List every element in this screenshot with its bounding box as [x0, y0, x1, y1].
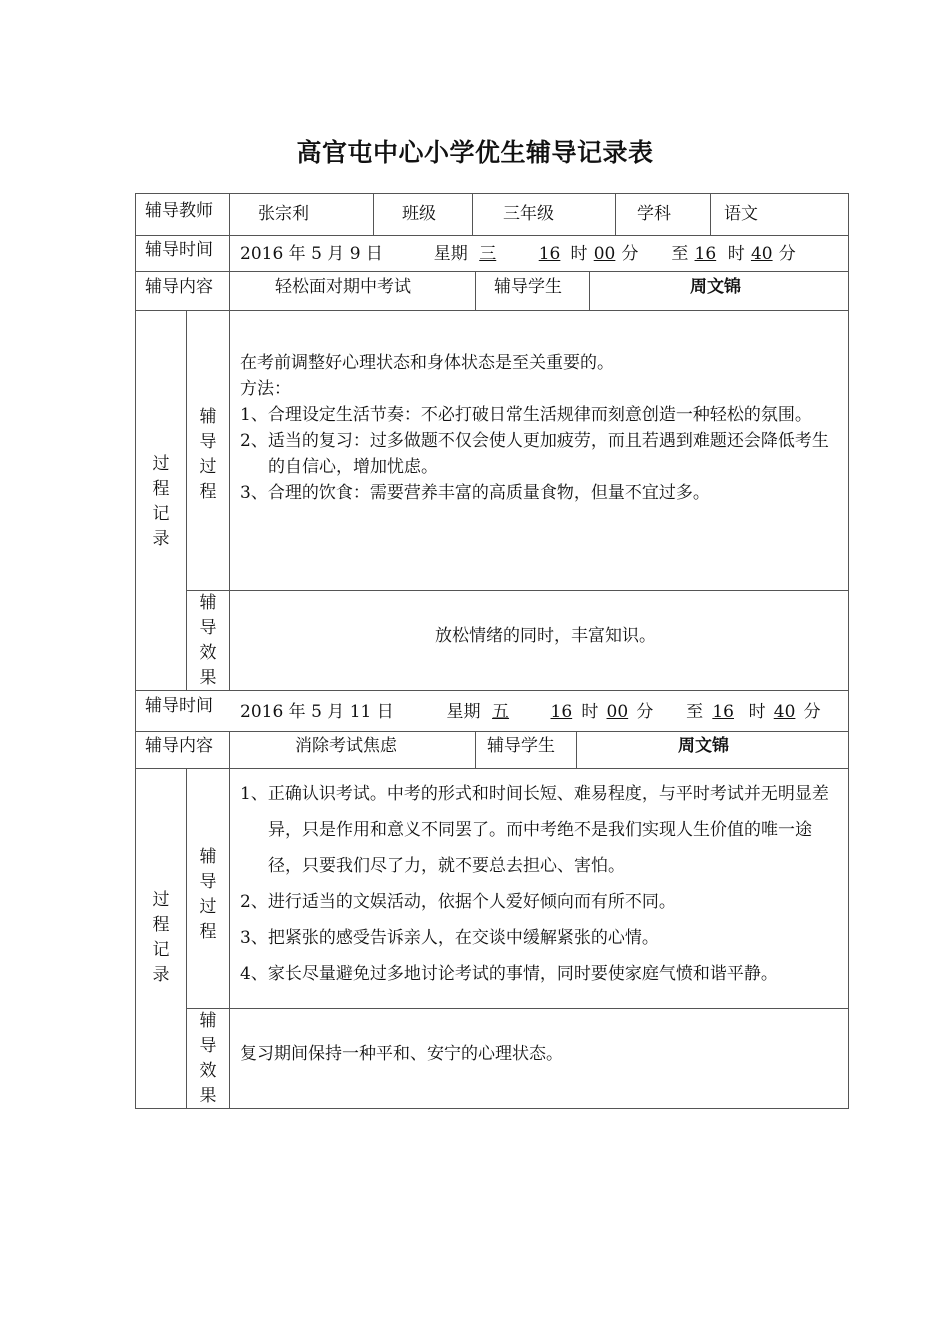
rule — [373, 193, 374, 236]
process-line: 2、适当的复习：过多做题不仅会使人更加疲劳，而且若遇到难题还会降低考生的自信心，增加忧虑。 — [240, 431, 829, 477]
rule-right — [848, 193, 849, 1109]
hour-label: 时 — [727, 244, 745, 264]
record-label: 过程记录 — [152, 890, 170, 985]
effect-text: 放松情绪的同时，丰富知识。 — [435, 626, 656, 646]
subject-label: 学科 — [637, 204, 671, 224]
rule — [229, 731, 230, 1109]
rule — [186, 1008, 849, 1009]
class-label: 班级 — [402, 204, 436, 224]
rule-top — [135, 193, 849, 194]
end-hour: 16 — [694, 244, 717, 264]
rule — [576, 731, 577, 769]
end-minute: 40 — [773, 702, 796, 722]
rule — [589, 271, 590, 311]
end-hour: 16 — [712, 702, 734, 722]
rule — [135, 690, 849, 691]
minute-label: 分 — [636, 702, 654, 722]
start-hour: 16 — [538, 244, 561, 264]
record-label: 过程记录 — [152, 454, 170, 549]
teacher-label: 辅导教师 — [145, 201, 213, 221]
rule-bottom — [135, 1108, 849, 1109]
hour-label: 时 — [570, 244, 588, 264]
process-text — [240, 776, 842, 992]
process-line: 方法： — [240, 379, 291, 399]
rule — [186, 768, 187, 1109]
rule — [135, 768, 849, 769]
content-label: 辅导内容 — [145, 736, 213, 756]
weekday-label: 星期 — [446, 702, 481, 722]
date: 2016 年 5 月 11 日 — [240, 702, 394, 722]
student-name: 周文锦 — [690, 277, 741, 297]
process-line: 2、进行适当的文娱活动，依据个人爱好倾向而有所不同。 — [240, 892, 676, 912]
document-title: 高官屯中心小学优生辅导记录表 — [296, 138, 654, 167]
process-line: 3、把紧张的感受告诉亲人，在交谈中缓解紧张的心情。 — [240, 928, 659, 948]
date: 2016 年 5 月 9 日 — [240, 244, 383, 264]
minute-label: 分 — [778, 244, 796, 264]
hour-label: 时 — [581, 702, 599, 722]
rule — [475, 731, 476, 769]
session-time — [240, 701, 821, 723]
minute-label: 分 — [621, 244, 639, 264]
time-label: 辅导时间 — [145, 696, 213, 716]
content-value: 消除考试焦虑 — [295, 736, 397, 756]
student-label: 辅导学生 — [494, 277, 562, 297]
effect-text: 复习期间保持一种平和、安宁的心理状态。 — [240, 1044, 563, 1064]
class-value: 三年级 — [503, 204, 554, 224]
time-label: 辅导时间 — [145, 240, 213, 260]
weekday: 三 — [479, 244, 497, 264]
to-label: 至 — [671, 244, 689, 264]
process-label: 辅导过程 — [199, 407, 217, 502]
weekday: 五 — [492, 702, 510, 722]
minute-label: 分 — [803, 702, 821, 722]
process-label: 辅导过程 — [199, 847, 217, 942]
process-line: 在考前调整好心理状态和身体状态是至关重要的。 — [240, 353, 614, 373]
start-minute: 00 — [606, 702, 629, 722]
rule — [135, 271, 849, 272]
rule — [615, 193, 616, 236]
rule — [135, 310, 849, 311]
process-text — [240, 350, 842, 506]
rule — [186, 590, 849, 591]
start-hour: 16 — [550, 702, 573, 722]
process-line: 3、合理的饮食：需要营养丰富的高质量食物，但量不宜过多。 — [240, 483, 710, 503]
session-time — [240, 243, 796, 265]
process-line: 1、正确认识考试。中考的形式和时间长短、难易程度，与平时考试并无明显差异，只是作用和意义不同罢了。而中考绝不是我们实现人生价值的唯一途径，只要我们尽了力，就不要总去担心、害怕。 — [240, 784, 829, 876]
content-label: 辅导内容 — [145, 277, 213, 297]
student-name: 周文锦 — [678, 736, 729, 756]
process-line: 4、家长尽量避免过多地讨论考试的事情，同时要使家庭气愤和谐平静。 — [240, 964, 778, 984]
teacher-value: 张宗利 — [258, 204, 309, 224]
rule — [475, 271, 476, 311]
weekday-label: 星期 — [433, 244, 468, 264]
rule — [135, 731, 849, 732]
rule-left — [135, 193, 136, 1109]
process-line: 1、合理设定生活节奏：不必打破日常生活规律而刻意创造一种轻松的氛围。 — [240, 405, 812, 425]
rule — [186, 310, 187, 691]
start-minute: 00 — [593, 244, 616, 264]
effect-label: 辅导效果 — [199, 593, 217, 688]
subject-value: 语文 — [724, 204, 758, 224]
rule — [135, 235, 849, 236]
student-label: 辅导学生 — [487, 736, 555, 756]
end-minute: 40 — [750, 244, 773, 264]
rule — [229, 193, 230, 691]
hour-label: 时 — [748, 702, 766, 722]
to-label: 至 — [686, 702, 704, 722]
content-value: 轻松面对期中考试 — [275, 277, 411, 297]
effect-label: 辅导效果 — [199, 1011, 217, 1106]
rule — [710, 193, 711, 236]
rule — [472, 193, 473, 236]
